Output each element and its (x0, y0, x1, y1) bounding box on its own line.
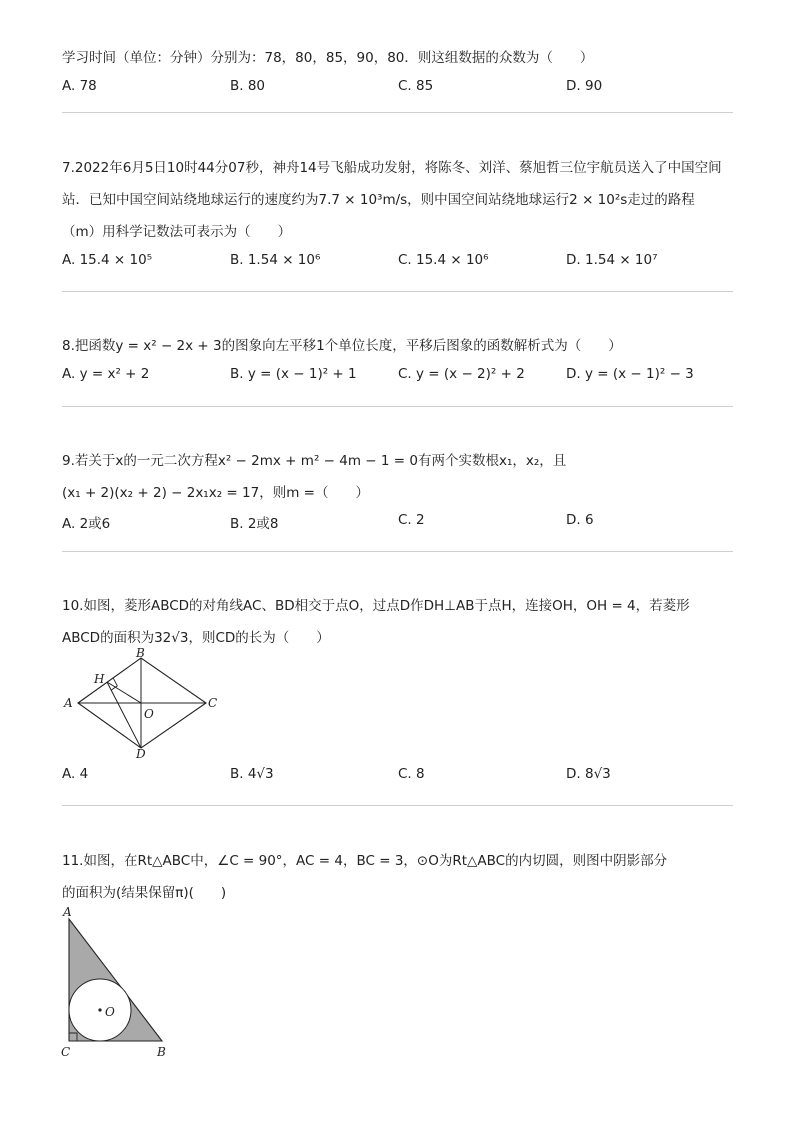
divider (62, 291, 733, 292)
q8-option-d: D. y = (x − 1)² − 3 (566, 366, 694, 382)
label-o: O (105, 1005, 115, 1019)
q11-line1: 11.如图，在Rt△ABC中，∠C = 90°，AC = 4，BC = 3，⊙O为Rt△ABC的内切圆，则图中阴影部分 (62, 853, 668, 869)
divider (62, 112, 733, 113)
q9-option-c: C. 2 (398, 512, 425, 528)
center-dot (98, 1008, 101, 1011)
q7-option-a: A. 15.4 × 10⁵ (62, 252, 153, 268)
q7-option-c: C. 15.4 × 10⁶ (398, 252, 489, 268)
label-c: C (208, 696, 218, 710)
q6-option-a: A. 78 (62, 78, 97, 94)
q9-option-d: D. 6 (566, 512, 594, 528)
label-d: D (136, 747, 146, 761)
q7-line2: 站．已知中国空间站绕地球运行的速度约为7.7 × 10³m/s，则中国空间站绕地球运行2 × 10²s走过的路程 (62, 192, 695, 208)
q8-stem: 8.把函数y = x² − 2x + 3的图象向左平移1个单位长度，平移后图象的函数解析式为（ ） (62, 338, 622, 354)
q9-line2: (x₁ + 2)(x₂ + 2) − 2x₁x₂ = 17，则m =（ ） (62, 485, 369, 501)
label-a: A (63, 905, 72, 919)
q8-option-a: A. y = x² + 2 (62, 366, 150, 382)
divider (62, 551, 733, 552)
q11-line2: 的面积为(结果保留π)( ) (62, 885, 227, 901)
q10-option-b: B. 4√3 (230, 766, 274, 782)
label-b: B (157, 1045, 166, 1059)
divider (62, 406, 733, 407)
q9-option-b: B. 2或8 (230, 516, 279, 532)
q9-option-a: A. 2或6 (62, 516, 111, 532)
q7-option-d: D. 1.54 × 10⁷ (566, 252, 658, 268)
segment-dh (107, 682, 141, 748)
q6-option-d: D. 90 (566, 78, 603, 94)
label-h: H (94, 672, 105, 686)
incircle-figure (58, 904, 178, 1062)
rhombus-figure (58, 646, 228, 762)
q8-option-b: B. y = (x − 1)² + 1 (230, 366, 357, 382)
q10-option-d: D. 8√3 (566, 766, 611, 782)
q7-option-b: B. 1.54 × 10⁶ (230, 252, 321, 268)
q7-line1: 7.2022年6月5日10时44分07秒，神舟14号飞船成功发射，将陈冬、刘洋、蔡旭哲三位宇航员送入了中国空间 (62, 160, 722, 176)
q9-line1: 9.若关于x的一元二次方程x² − 2mx + m² − 4m − 1 = 0有两个实数根x₁，x₂，且 (62, 453, 567, 469)
q10-option-c: C. 8 (398, 766, 425, 782)
q10-line2: ABCD的面积为32√3，则CD的长为（ ） (62, 630, 330, 646)
q7-line3: （m）用科学记数法可表示为（ ） (62, 224, 292, 240)
q6-option-b: B. 80 (230, 78, 266, 94)
label-b: B (136, 646, 145, 660)
label-c: C (61, 1045, 71, 1059)
q8-option-c: C. y = (x − 2)² + 2 (398, 366, 525, 382)
label-a: A (64, 696, 73, 710)
q6-stem: 学习时间（单位：分钟）分别为：78，80，85，90，80．则这组数据的众数为（ ） (62, 50, 594, 66)
q10-option-a: A. 4 (62, 766, 89, 782)
q10-line1: 10.如图，菱形ABCD的对角线AC、BD相交于点O，过点D作DH⊥AB于点H，连接OH，OH = 4，若菱形 (62, 598, 690, 614)
label-o: O (144, 707, 154, 721)
q6-option-c: C. 85 (398, 78, 434, 94)
divider (62, 805, 733, 806)
